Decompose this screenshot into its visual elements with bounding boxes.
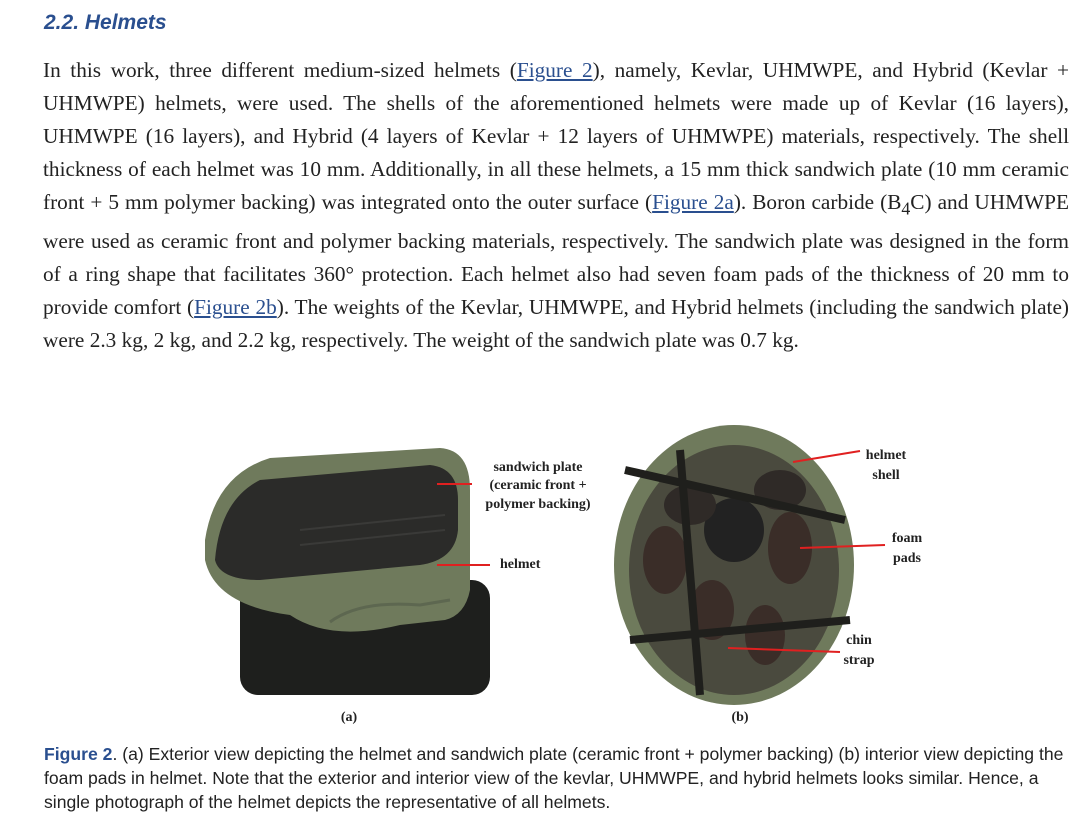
figure-photographs <box>0 410 1080 730</box>
figure-2 <box>0 410 1080 730</box>
callout-helmet-label: helmet <box>500 557 541 572</box>
panel-b-label: (b) <box>731 710 749 725</box>
callout-strap-line-1: chin <box>846 633 872 648</box>
foam-pad <box>745 605 785 665</box>
callout-plate-line-1: sandwich plate <box>493 460 583 475</box>
section-heading: 2.2. Helmets <box>44 11 167 34</box>
caption-text: . (a) Exterior view depicting the helmet and sandwich plate (ceramic front + polymer backing) (b) interior view depicting the foam pads in helmet. Note that the exterior and interior view of the kevlar, UHMWPE, and hybrid helmets looks similar. Hence, a single photograph of the helmet depicts the representative of all helmets. <box>44 744 1064 812</box>
helmet-exterior-photo <box>205 448 490 695</box>
callout-pads-line-2: pads <box>892 551 922 566</box>
figure-caption <box>44 742 1069 814</box>
figure-2b-link[interactable]: Figure 2b <box>194 295 277 320</box>
callout-plate-line-2: (ceramic front + <box>489 478 587 493</box>
callout-shell-line-1: helmet <box>865 448 907 463</box>
text-segment: ), namely, Kevlar, UHMWPE, and Hybrid (Kevlar + UHMWPE) helmets, were used. The shells of the aforementioned helmets were made up of Kevlar (16 layers), UHMWPE (16 layers), and Hybrid (4 layers of Kevlar + 12 layers of UHMWPE) materials, respectively. The shell thickness of each helmet was 10 mm. Additionally, in all these helmets, a 15 mm thick sandwich plate (10 mm ceramic front + 5 mm polymer backing) was integrated onto the outer surface ( <box>43 58 1069 214</box>
callout-shell-line-2: shell <box>872 468 900 483</box>
caption-figure-label: Figure 2 <box>44 744 113 764</box>
callout-pads-line-1: foam <box>891 531 923 546</box>
callout-strap-line-2: strap <box>843 653 875 668</box>
text-segment: C) and UHMWPE were used as ceramic front and polymer backing materials, respectively. The sandwich plate was designed in the form of a ring shape that facilitates 360° protection. Each helmet also had seven foam pads of the thickness of 20 mm to provide comfort ( <box>43 190 1069 320</box>
text-segment: ). Boron carbide (B <box>733 190 902 214</box>
figure-2a-link[interactable]: Figure 2a <box>652 190 734 214</box>
callout-plate-line-3: polymer backing) <box>485 497 591 512</box>
foam-pad <box>643 526 687 594</box>
helmet-interior-photo <box>614 425 854 705</box>
panel-a-label: (a) <box>340 710 358 725</box>
body-paragraph <box>43 54 1069 357</box>
figure-2-link[interactable]: Figure 2 <box>516 58 593 82</box>
subscript: 4 <box>901 198 911 219</box>
text-segment: In this work, three different medium-sized helmets ( <box>43 58 517 82</box>
text-segment: ). The weights of the Kevlar, UHMWPE, and Hybrid helmets (including the sandwich plate) were 2.3 kg, 2 kg, and 2.2 kg, respectively. The weight of the sandwich plate was 0.7 kg. <box>43 295 1069 353</box>
